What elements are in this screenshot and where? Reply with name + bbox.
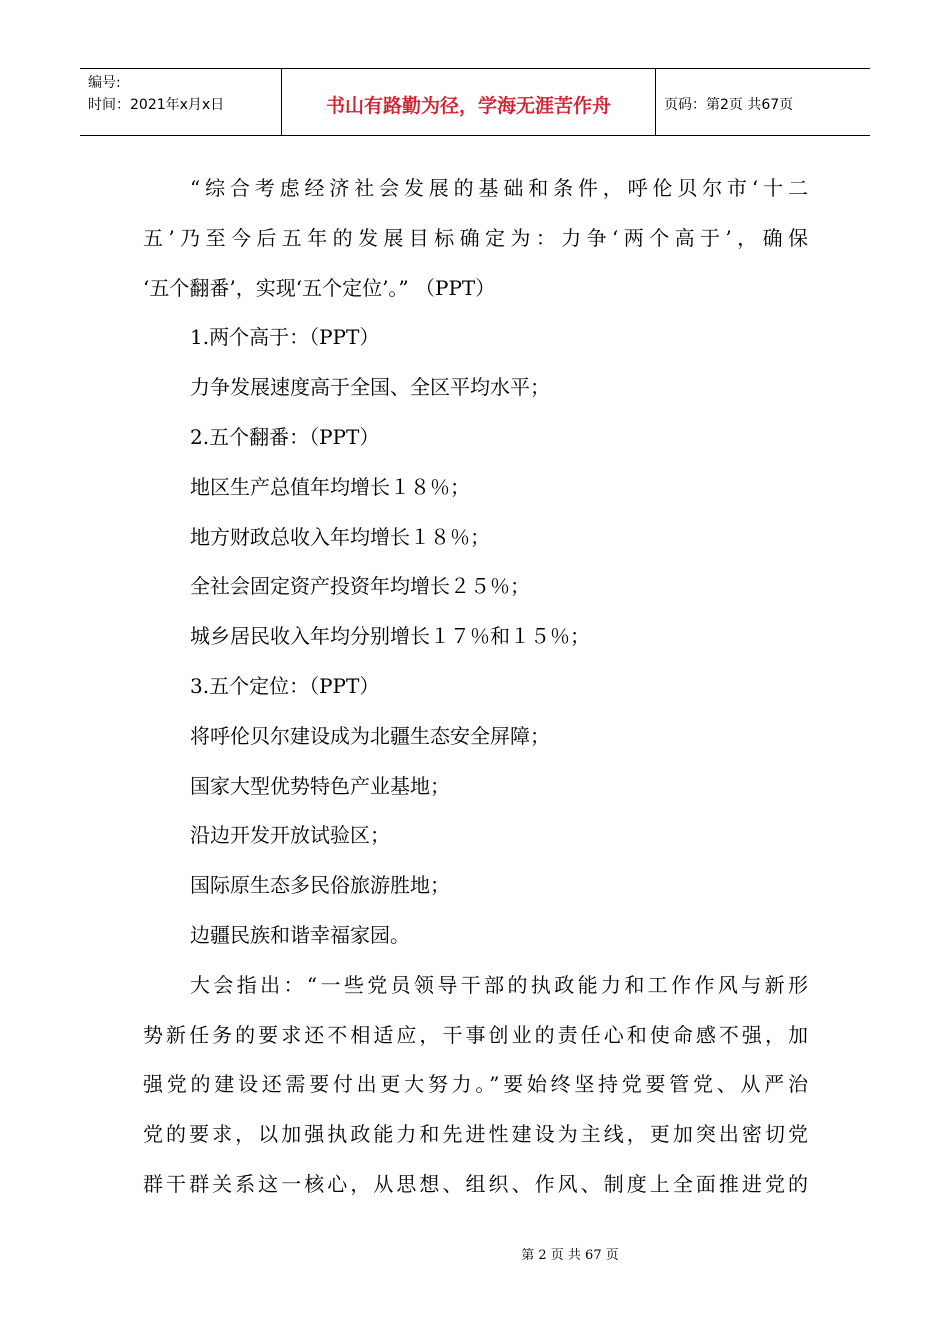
page-header [80, 68, 870, 136]
body-line: 边疆民族和谐幸福家园。 [190, 922, 410, 947]
body-line: 群干群关系这一核心，从思想、组织、作风、制度上全面推进党的 [143, 1171, 808, 1196]
body-line: 地方财政总收入年均增长１８％； [190, 524, 490, 549]
body-line: “综合考虑经济社会发展的基础和条件，呼伦贝尔市‘十二 [190, 176, 808, 200]
body-line: 3.五个定位：（PPT） [190, 673, 380, 698]
body-line: 国际原生态多民俗旅游胜地； [190, 873, 450, 898]
page-footer: 第 2 页 共 67 页 [521, 1248, 619, 1263]
body-line: ‘五个翻番’，实现‘五个定位’。” （PPT） [143, 275, 496, 300]
document-number-label: 编号: [88, 75, 121, 91]
body-line: 党的要求，以加强执政能力和先进性建设为主线，更加突出密切党 [143, 1122, 808, 1147]
header-meta [80, 69, 282, 135]
body-line: 将呼伦贝尔建设成为北疆生态安全屏障； [190, 723, 550, 748]
body-line: 大会指出：“一些党员领导干部的执政能力和工作作风与新形 [190, 972, 808, 997]
body-line: 1.两个高于：（PPT） [190, 325, 380, 350]
body-line: 强党的建设还需要付出更大努力。”要始终坚持党要管党、从严治 [143, 1072, 808, 1097]
body-line: 沿边开发开放试验区； [190, 823, 390, 848]
document-body [143, 168, 808, 1214]
document-date: 时间：2021年x月x日 [88, 97, 225, 113]
body-line: 国家大型优势特色产业基地； [190, 773, 450, 798]
body-line: 城乡居民收入年均分别增长１７％和１５％； [190, 624, 590, 649]
body-line: 五’乃至今后五年的发展目标确定为：力争‘两个高于’，确保 [143, 225, 808, 250]
body-line: 力争发展速度高于全国、全区平均水平； [190, 375, 550, 400]
body-line: 地区生产总值年均增长１８％； [190, 474, 470, 499]
body-line: 全社会固定资产投资年均增长２５％； [190, 574, 530, 599]
header-motto: 书山有路勤为径，学海无涯苦作舟 [282, 69, 656, 135]
body-line: 2.五个翻番：（PPT） [190, 424, 380, 449]
body-line: 势新任务的要求还不相适应，干事创业的责任心和使命感不强，加 [143, 1022, 808, 1047]
header-page-code: 页码：第2页 共67页 [664, 97, 794, 113]
